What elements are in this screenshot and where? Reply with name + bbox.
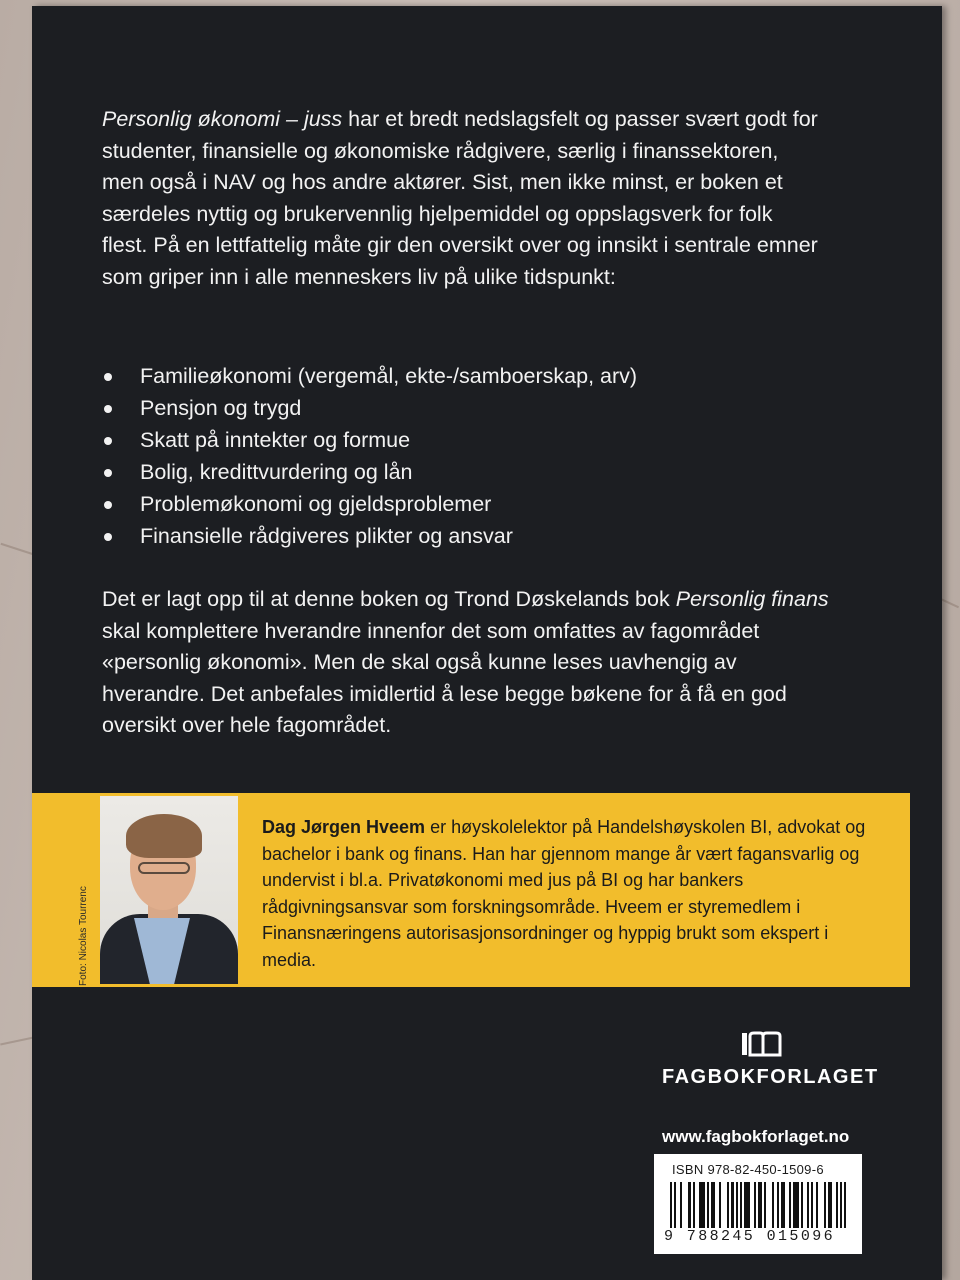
bullet-icon [104, 533, 112, 541]
bullet-icon [104, 469, 112, 477]
bullet-icon [104, 501, 112, 509]
list-item: Finansielle rådgiveres plikter og ansvar [102, 520, 822, 552]
publisher-name: FAGBOKFORLAGET [662, 1066, 879, 1088]
list-item: Skatt på inntekter og formue [102, 424, 822, 456]
topic-list [102, 360, 822, 552]
list-item: Pensjon og trygd [102, 392, 822, 424]
bullet-icon [104, 437, 112, 445]
publisher-url[interactable]: www.fagbokforlaget.no [662, 1127, 850, 1146]
companion-title-italic: Personlig finans [675, 587, 829, 611]
barcode-icon [670, 1182, 848, 1228]
photo-credit: Foto: Nicolas Tourrenc [78, 886, 89, 986]
publisher-logo [662, 1030, 879, 1089]
book-title-italic: Personlig økonomi – juss [102, 107, 343, 131]
book-logo-icon [740, 1030, 784, 1060]
isbn-text: ISBN 978-82-450-1509-6 [672, 1162, 824, 1177]
list-item: Familieøkonomi (vergemål, ekte-/samboerskap, arv) [102, 360, 822, 392]
bullet-icon [104, 373, 112, 381]
bullet-icon [104, 405, 112, 413]
barcode-label [654, 1154, 862, 1254]
blurb-paragraph [102, 104, 822, 293]
ean-number: 9 788245 015096 [664, 1228, 836, 1245]
blurb-text: har et bredt nedslagsfelt og passer svært godt for studenter, finansielle og økonomiske rådgivere, særlig i finanssektoren, men også i NAV og hos andre aktører. Sist, men ikke minst, er boken et særdeles nyttig og brukervennlig hjelpemiddel og oppslagsverk for folk flest. På en lettfattelig måte gir den oversikt over og innsikt i sentrale emner som griper inn i alle menneskers liv på ulike tidspunkt: [102, 107, 818, 289]
list-item: Bolig, kredittvurdering og lån [102, 456, 822, 488]
author-photo [100, 796, 238, 984]
companion-book-paragraph: Det er lagt opp til at denne boken og Trond Døskelands bok Personlig finans skal komplettere hverandre innenfor det som omfattes av fagområdet «personlig økonomi». Men de skal også kunne leses uavhengig av hverandre. Det anbefales imidlertid å lese begge bøkene for å få en god oversikt over hele fagområdet. [102, 587, 829, 737]
list-item: Problemøkonomi og gjeldsproblemer [102, 488, 822, 520]
author-name: Dag Jørgen Hveem [262, 817, 426, 837]
author-bio: Dag Jørgen Hveem er høyskolelektor på Handelshøyskolen BI, advokat og bachelor i bank og finans. Han har gjennom mange år vært fagansvarlig og undervist i bl.a. Privatøkonomi med jus på BI og har bankers rådgivningsansvar som forskningsområde. Hveem er styremedlem i Finansnæringens autorisasjonsordninger og hyppig brukt som ekspert i media. [262, 817, 866, 970]
